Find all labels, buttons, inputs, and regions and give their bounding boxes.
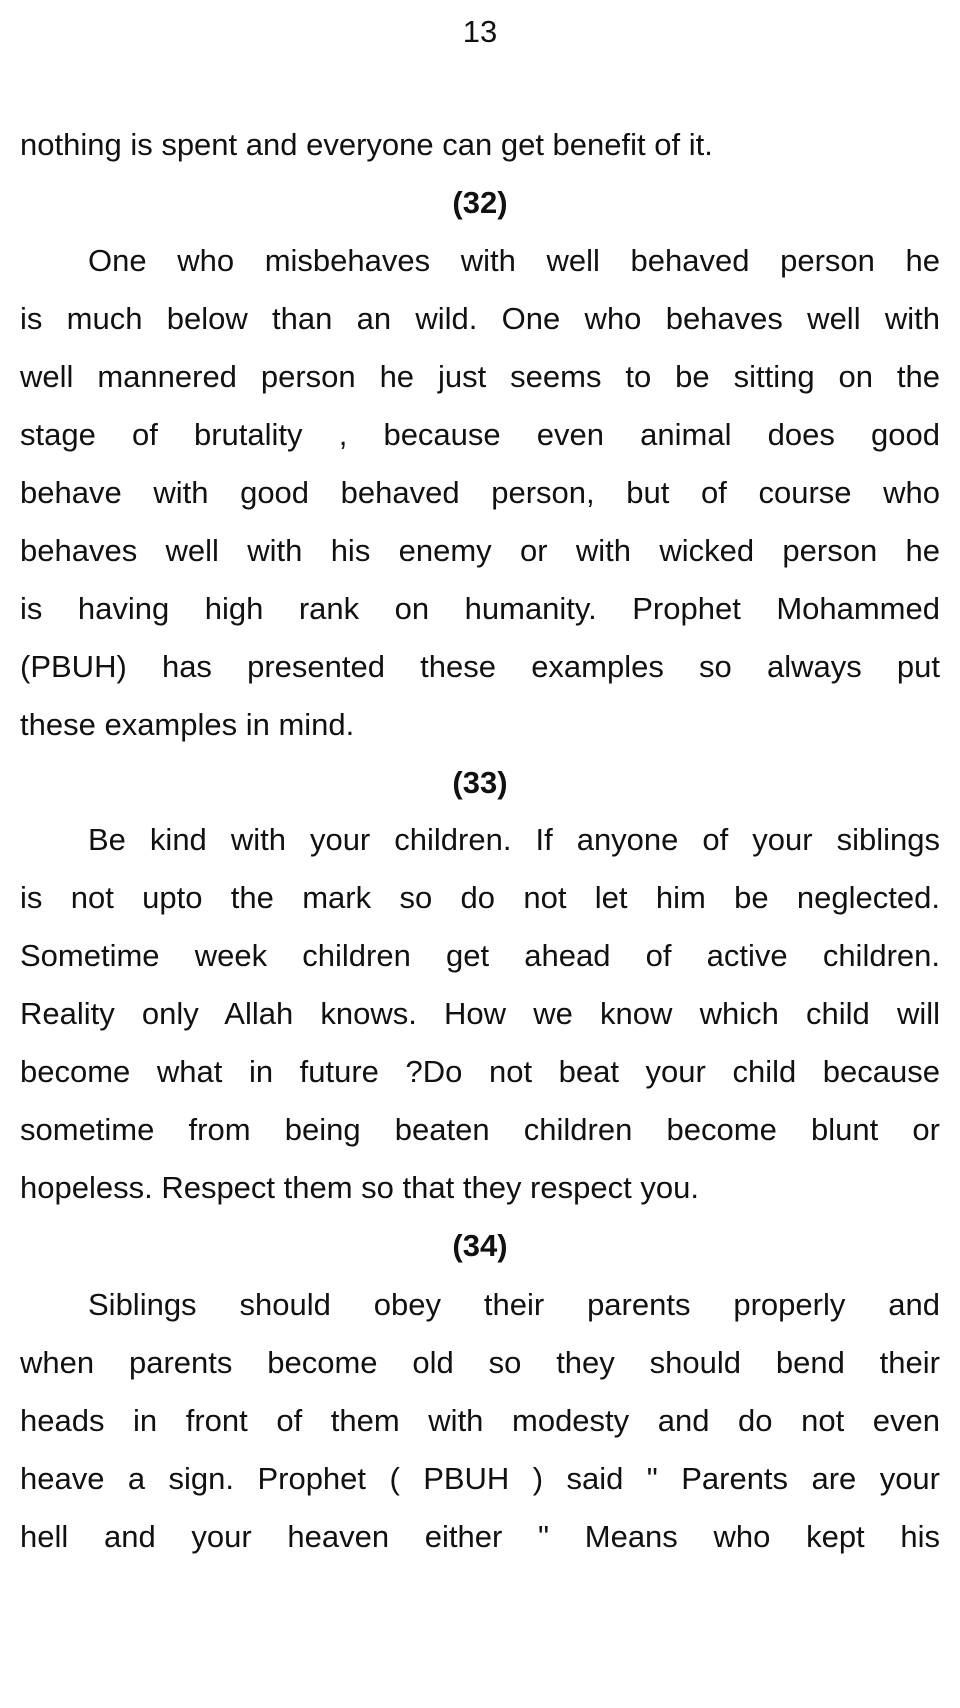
paragraph-line: behave with good behaved person, but of course who [20, 475, 940, 510]
paragraph-line: One who misbehaves with well behaved person he [88, 243, 940, 278]
paragraph-line: is not upto the mark so do not let him be neglected. [20, 880, 940, 915]
paragraph-line: (PBUH) has presented these examples so always put [20, 649, 940, 684]
paragraph-line: become what in future ?Do not beat your child because [20, 1054, 940, 1089]
paragraph-line: Sometime week children get ahead of active children. [20, 938, 940, 973]
paragraph-line: is having high rank on humanity. Prophet Mohammed [20, 591, 940, 626]
paragraph-line: stage of brutality , because even animal does good [20, 417, 940, 452]
page-number: 13 [462, 14, 498, 49]
section-number-34: (34) [452, 1228, 508, 1263]
section-number-32: (32) [452, 185, 508, 220]
intro-line: nothing is spent and everyone can get benefit of it. [20, 127, 713, 162]
paragraph-line: hopeless. Respect them so that they respect you. [20, 1170, 699, 1205]
paragraph-line: is much below than an wild. One who behaves well with [20, 301, 940, 336]
paragraph-line: hell and your heaven either " Means who kept his [20, 1519, 940, 1554]
section-number-33: (33) [452, 765, 508, 800]
paragraph-line: when parents become old so they should bend their [20, 1345, 940, 1380]
paragraph-line: heave a sign. Prophet ( PBUH ) said " Parents are your [20, 1461, 940, 1496]
paragraph-line: behaves well with his enemy or with wicked person he [20, 533, 940, 568]
paragraph-line: Siblings should obey their parents properly and [88, 1287, 940, 1322]
paragraph-line: well mannered person he just seems to be sitting on the [20, 359, 940, 394]
paragraph-line: Reality only Allah knows. How we know which child will [20, 996, 940, 1031]
paragraph-line: these examples in mind. [20, 707, 355, 742]
paragraph-line: sometime from being beaten children become blunt or [20, 1112, 940, 1147]
paragraph-line: Be kind with your children. If anyone of your siblings [88, 822, 940, 857]
paragraph-line: heads in front of them with modesty and do not even [20, 1403, 940, 1438]
